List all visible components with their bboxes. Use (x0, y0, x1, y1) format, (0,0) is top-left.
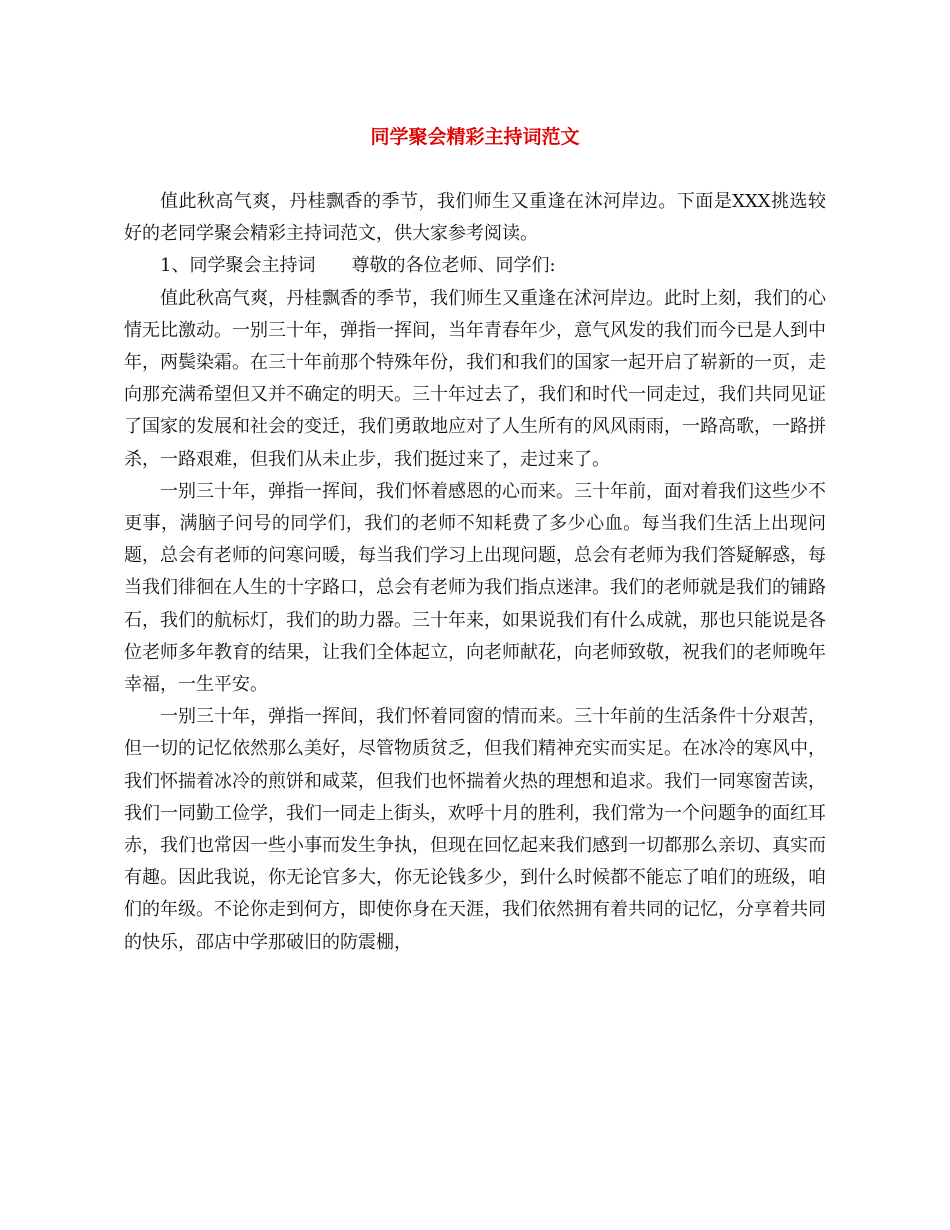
section-heading: 1、同学聚会主持词 (160, 255, 316, 277)
intro-paragraph: 值此秋高气爽，丹桂飘香的季节，我们师生又重逢在沐河岸边。下面是XXX挑选较好的老同学聚会精彩主持词范文，供大家参考阅读。 (124, 191, 826, 245)
section-line (124, 250, 826, 282)
body-paragraph-1: 值此秋高气爽，丹桂飘香的季节，我们师生又重逢在沭河岸边。此时上刻，我们的心情无比激动。一别三十年，弹指一挥间，当年青春年少，意气风发的我们而今已是人到中年，两鬓染霜。在三十年前那个特殊年份，我们和我们的国家一起开启了崭新的一页，走向那充满希望但又并不确定的明天。三十年过去了，我们和时代一同走过，我们共同见证了国家的发展和社会的变迁，我们勇敢地应对了人生所有的风风雨雨，一路高歌，一路拼杀，一路艰难，但我们从未止步，我们挺过来了，走过来了。 (124, 287, 826, 470)
document-body (124, 186, 826, 959)
body-paragraph-3: 一别三十年，弹指一挥间，我们怀着同窗的情而来。三十年前的生活条件十分艰苦，但一切的记忆依然那么美好，尽管物质贫乏，但我们精神充实而实足。在冰冷的寒风中，我们怀揣着冰冷的煎饼和咸菜，但我们也怀揣着火热的理想和追求。我们一同寒窗苦读，我们一同勤工俭学，我们一同走上街头，欢呼十月的胜利，我们常为一个问题争的面红耳赤，我们也常因一些小事而发生争执，但现在回忆起来我们感到一切都那么亲切、真实而有趣。因此我说，你无论官多大，你无论钱多少，到什么时候都不能忘了咱们的班级，咱们的年级。不论你走到何方，即使你身在天涯，我们依然拥有着共同的记忆，分享着共同的快乐，邵店中学那破旧的防震棚， (124, 706, 826, 953)
salutation: 尊敬的各位老师、同学们: (351, 255, 556, 277)
body-paragraph-2: 一别三十年，弹指一挥间，我们怀着感恩的心而来。三十年前，面对着我们这些少不更事，满脑子问号的同学们，我们的老师不知耗费了多少心血。每当我们生活上出现问题，总会有老师的问寒问暖，每当我们学习上出现问题，总会有老师为我们答疑解惑，每当我们徘徊在人生的十字路口，总会有老师为我们指点迷津。我们的老师就是我们的铺路石，我们的航标灯，我们的助力器。三十年来，如果说我们有什么成就，那也只能说是各位老师多年教育的结果，让我们全体起立，向老师献花，向老师致敬，祝我们的老师晚年幸福，一生平安。 (124, 480, 826, 696)
document-title: 同学聚会精彩主持词范文 (370, 126, 580, 148)
